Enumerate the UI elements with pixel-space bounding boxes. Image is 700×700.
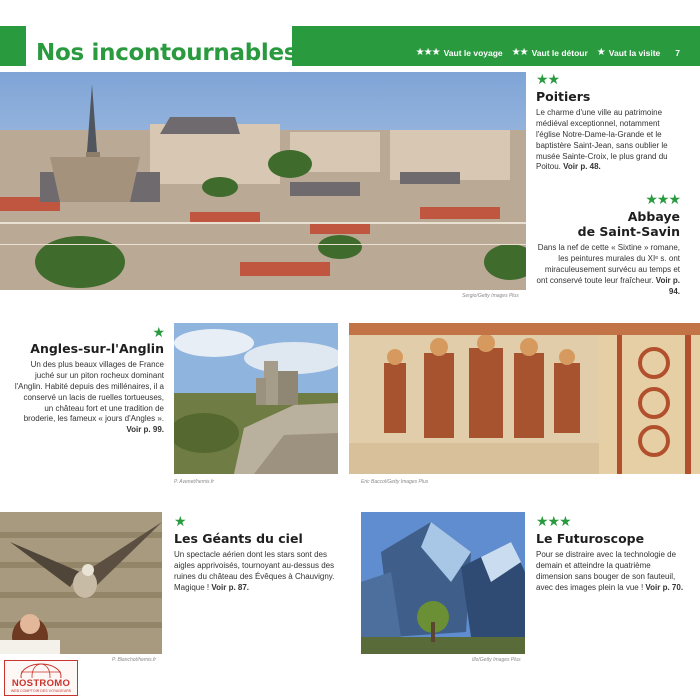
entry-title: Le Futuroscope [536, 531, 645, 546]
entry-title: Angles-sur-l'Anglin [30, 341, 164, 356]
logo-name: NOSTROMO [11, 678, 71, 689]
legend-item-3 [416, 47, 503, 58]
entry-title-line: de Saint-Savin [577, 224, 680, 239]
legend-label: Vaut le voyage [443, 47, 503, 58]
photo-credit: P. Avenet/hemis.fr [174, 479, 214, 485]
entry-description: Un des plus beaux villages de France juché sur un piton rocheux dominant l'Anglin. Habité depuis des millénaires, il a conservé un lacis de ruelles tortueuses, un château fort et une tradition de broderie, les fameux « jours d'Angles ». [14, 360, 164, 424]
page-number: 7 [675, 47, 680, 58]
star-legend [416, 47, 680, 58]
nostromo-logo [4, 660, 78, 696]
entry-title: Poitiers [536, 89, 591, 104]
two-star-icon: ★★ [536, 71, 560, 87]
entry-description: Pour se distraire avec la technologie de demain et atteindre la quatrième dimension sans bouger de son fauteuil, avec des images plein la vue ! [536, 550, 677, 592]
saint-savin-fresco-image [349, 323, 700, 474]
one-star-icon: ★ [152, 324, 164, 340]
angles-photo [174, 323, 338, 474]
poitiers-cityscape-image [0, 72, 526, 290]
page-title: Nos incontournables [36, 40, 298, 66]
three-star-icon: ★★★ [415, 47, 440, 58]
page-reference: Voir p. 70. [645, 582, 684, 592]
eagle-photo [0, 512, 162, 654]
page-reference: Voir p. 99. [126, 425, 164, 435]
one-star-icon: ★ [174, 513, 186, 529]
futuroscope-photo [361, 512, 525, 654]
legend-item-2 [512, 47, 588, 58]
futuroscope-building-image [361, 512, 525, 654]
legend-label: Vaut la visite [608, 47, 661, 58]
page-reference: Voir p. 87. [211, 582, 250, 592]
globe-icon [5, 662, 77, 678]
eagle-falconer-image [0, 512, 162, 654]
three-star-icon: ★★★ [536, 513, 571, 529]
entry-text [14, 360, 164, 436]
angles-castle-image [174, 323, 338, 474]
entry-saint-savin [536, 192, 680, 297]
entry-text [536, 108, 680, 173]
entry-text [536, 243, 680, 297]
logo-tagline: WEB COMPTOIR DES VOYAGEURS [10, 689, 72, 693]
legend-item-1 [597, 47, 660, 58]
entry-description: Un spectacle aérien dont les stars sont des aigles apprivoisés, tournoyant au-dessus des ruines du château des Évêques à Chauvigny. Magique ! [174, 550, 335, 592]
photo-credit: Sergio/Getty Images Plus [462, 293, 519, 299]
entry-text [536, 550, 684, 594]
entry-title: Les Géants du ciel [174, 531, 303, 546]
one-star-icon: ★ [596, 47, 605, 58]
photo-credit: P. Blanchot/hemis.fr [112, 657, 157, 663]
entry-description: Le charme d'une ville au patrimoine médiéval exceptionnel, notamment l'église Notre-Dame-la-Grande et le baptistère Saint-Jean, sans oublier le musée Sainte-Croix, le plus grand du Poitou. [536, 108, 668, 172]
photo-credit: Illo/Getty Images Plus [472, 657, 521, 663]
entry-poitiers [536, 72, 680, 173]
entry-angles [14, 325, 164, 436]
entry-description: Dans la nef de cette « Sixtine » romane, les peintures murales du XIᵉ s. ont miraculeusement survécu au temps et ont conservé toute leur fraîcheur. [536, 243, 680, 285]
two-star-icon: ★★ [511, 47, 528, 58]
photo-credit: Eric Baccol/Getty Images Plus [361, 479, 429, 485]
three-star-icon: ★★★ [645, 191, 680, 207]
entry-text [174, 550, 336, 594]
legend-label: Vaut le détour [531, 47, 588, 58]
poitiers-photo [0, 72, 526, 290]
fresco-photo [349, 323, 700, 474]
page-reference: Voir p. 94. [655, 275, 680, 296]
entry-title-line: Abbaye [627, 209, 680, 224]
page-reference: Voir p. 48. [563, 162, 601, 172]
entry-title [536, 209, 680, 239]
entry-futuroscope [536, 514, 684, 594]
entry-geants [174, 514, 336, 594]
